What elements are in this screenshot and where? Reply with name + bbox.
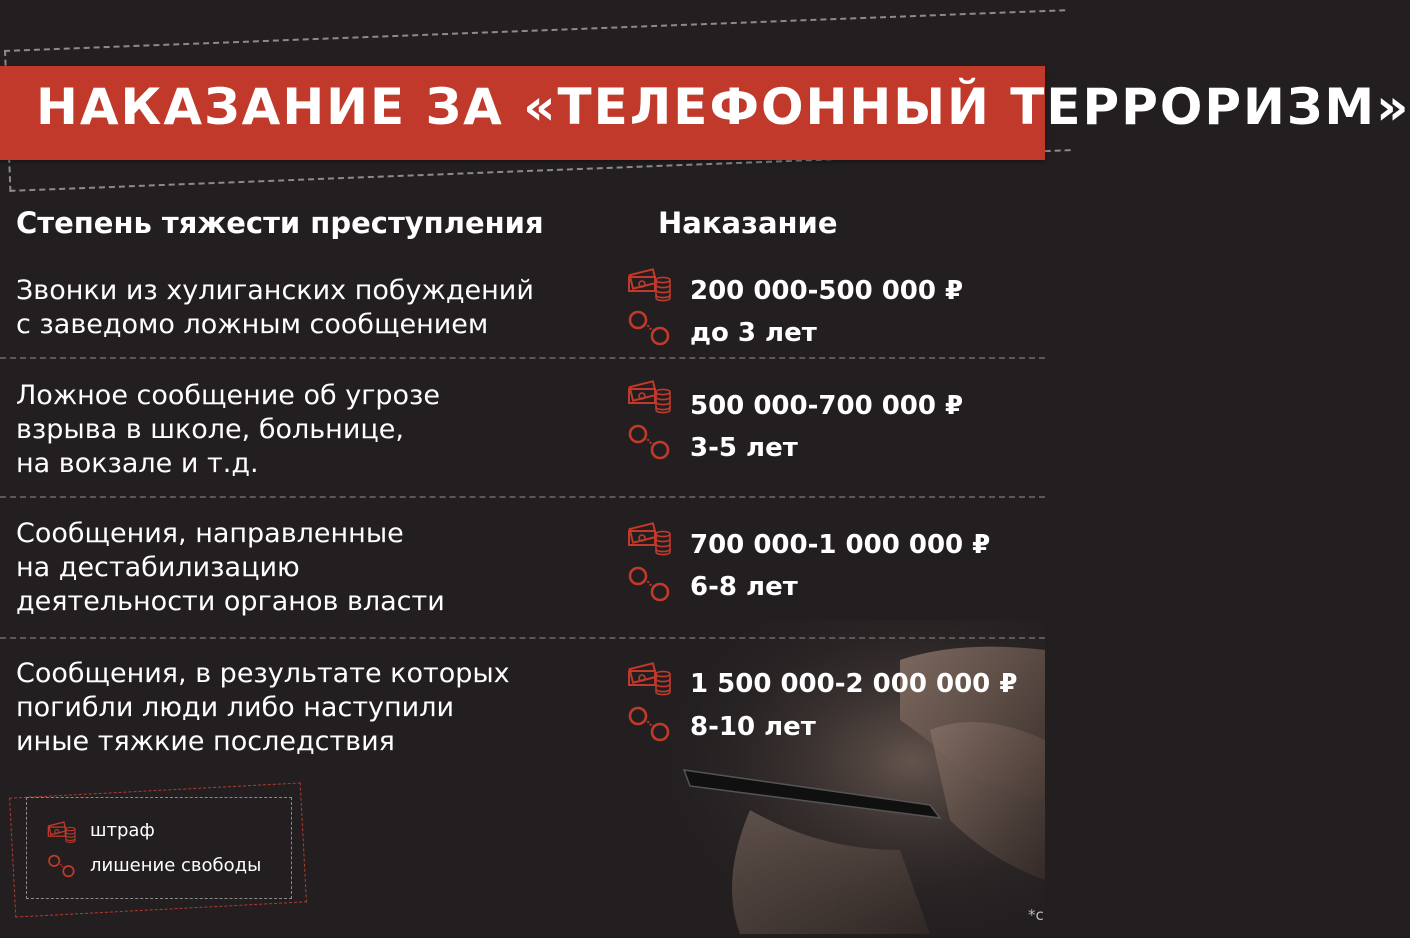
legend-prison-label: лишение свободы (90, 855, 262, 876)
row-3-description: Сообщения, направленные на дестабилизацию деятельности органов власти (16, 518, 445, 617)
money-icon (47, 818, 77, 844)
money-icon (627, 263, 673, 303)
row-divider (0, 496, 1045, 498)
row-3-prison: 6-8 лет (690, 572, 798, 602)
row-4-prison: 8-10 лет (690, 712, 816, 742)
row-3-fine: 700 000-1 000 000 ₽ (690, 530, 991, 560)
money-icon (627, 517, 673, 557)
row-4-fine: 1 500 000-2 000 000 ₽ (690, 669, 1018, 699)
handcuffs-icon (627, 308, 673, 348)
money-icon (627, 657, 673, 697)
handcuffs-icon (47, 853, 77, 879)
row-divider (0, 637, 1045, 639)
row-divider (0, 357, 1045, 359)
severity-column-header: Степень тяжести преступления (16, 206, 544, 240)
handcuffs-icon (627, 704, 673, 744)
row-2-fine: 500 000-700 000 ₽ (690, 391, 964, 421)
legend-fine-label: штраф (90, 820, 155, 841)
page-title: НАКАЗАНИЕ ЗА «ТЕЛЕФОННЫЙ ТЕРРОРИЗМ» (36, 78, 1410, 136)
row-4-description: Сообщения, в результате которых погибли люди либо наступили иные тяжкие последствия (16, 658, 510, 757)
row-2-description: Ложное сообщение об угрозе взрыва в школе, больнице, на вокзале и т.д. (16, 380, 441, 479)
row-1-prison: до 3 лет (690, 318, 817, 348)
handcuffs-icon (627, 564, 673, 604)
handcuffs-icon (627, 422, 673, 462)
row-1-description: Звонки из хулиганских побуждений с заведомо ложным сообщением (16, 275, 534, 340)
row-1-fine: 200 000-500 000 ₽ (690, 276, 964, 306)
row-2-prison: 3-5 лет (690, 433, 798, 463)
footnote: *с (1028, 906, 1044, 924)
title-banner (0, 66, 1410, 160)
legend-frame (26, 797, 292, 899)
penalty-column-header: Наказание (658, 206, 838, 240)
money-icon (627, 375, 673, 415)
